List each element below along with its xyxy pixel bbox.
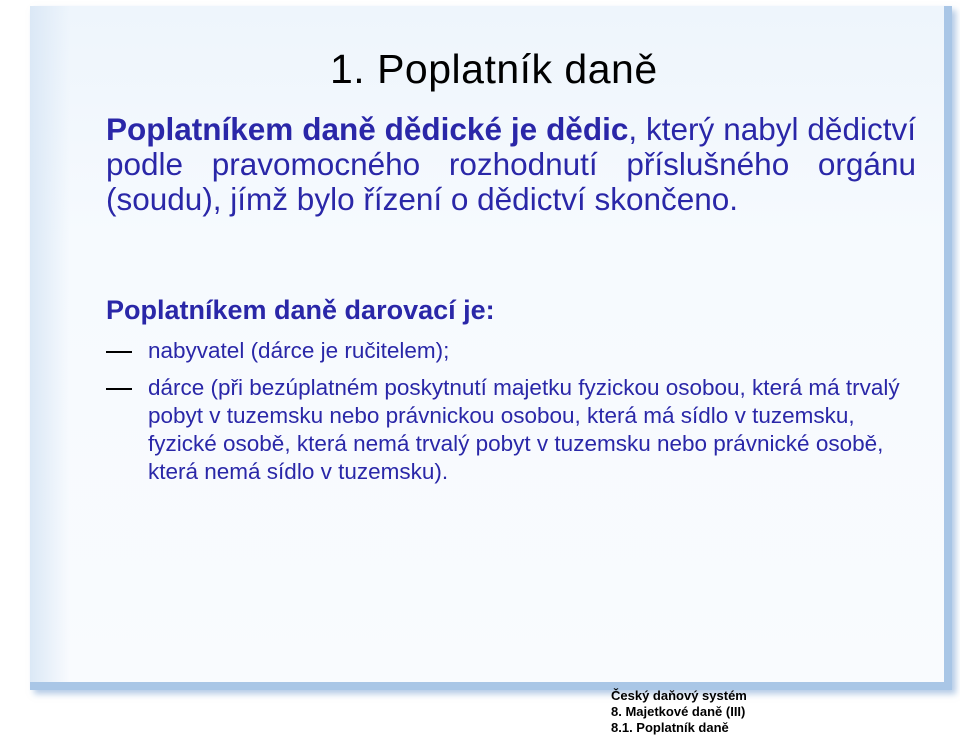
footer-chapter: 8. Majetkové daně (III) xyxy=(611,704,746,719)
list-item xyxy=(106,337,926,365)
dash-bullet-icon xyxy=(106,351,132,353)
slide-title: 1. Poplatník daně xyxy=(330,46,658,92)
footer-section: 8.1. Poplatník daně xyxy=(611,720,729,735)
gift-tax-subheading: Poplatníkem daně darovací je: xyxy=(106,295,495,325)
inheritance-tax-bold-text: Poplatníkem daně dědické je dědic xyxy=(106,111,629,147)
inheritance-tax-text: , který nabyl dědictví podle pravomocného rozhodnutí příslušného orgánu (soudu), jímž bylo řízení o dědictví skončeno. xyxy=(106,111,916,217)
list-item-text: nabyvatel (dárce je ručitelem); xyxy=(148,338,450,363)
slide-footer xyxy=(611,688,747,735)
dash-bullet-icon xyxy=(106,388,132,390)
footer-course: Český daňový systém xyxy=(611,688,747,703)
inheritance-tax-paragraph xyxy=(106,112,916,217)
gift-tax-list xyxy=(106,337,926,495)
list-item-text: dárce (při bezúplatném poskytnutí majetku fyzickou osobou, která má trvalý pobyt v tuzemsku nebo právnickou osobou, která má sídlo v tuzemsku, fyzické osobě, která nemá trvalý pobyt v tuzemsku nebo právnické osobě, která nemá sídlo v tuzemsku). xyxy=(148,375,900,484)
list-item xyxy=(106,374,926,486)
